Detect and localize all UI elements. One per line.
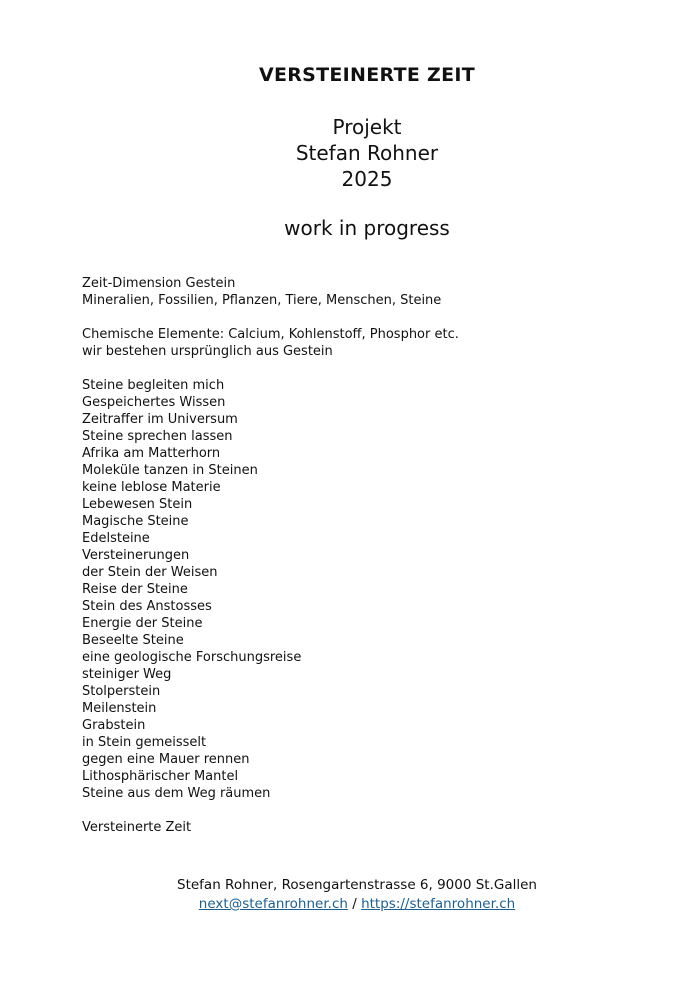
footer-address: Stefan Rohner, Rosengartenstrasse 6, 9000 St.Gallen [177,877,537,893]
link-separator: / [347,896,362,912]
text-line: Zeit-Dimension Gestein [82,276,236,291]
status-text: work in progress [284,216,450,240]
subtitle-line: Projekt [332,115,402,139]
text-line: Gespeichertes Wissen [82,395,226,410]
text-line: Afrika am Matterhorn [82,446,221,461]
paragraph-gap [82,802,459,819]
text-line: der Stein der Weisen [82,565,218,580]
text-line: Reise der Steine [82,582,188,597]
text-line: steiniger Weg [82,667,172,682]
subtitle-block [0,114,700,192]
paragraph [82,275,459,309]
footer [0,876,700,914]
text-line: eine geologische Forschungsreise [82,650,302,665]
text-line: Stolperstein [82,684,161,699]
text-line: Steine sprechen lassen [82,429,233,444]
text-line: Beseelte Steine [82,633,184,648]
text-line: wir bestehen ursprünglich aus Gestein [82,344,333,359]
text-line: Magische Steine [82,514,189,529]
text-line: Lithosphärischer Mantel [82,769,239,784]
text-line: keine leblose Materie [82,480,221,495]
paragraph-gap [82,360,459,377]
paragraph-gap [82,309,459,326]
website-link[interactable]: https://stefanrohner.ch [361,896,516,912]
text-line: Lebewesen Stein [82,497,193,512]
text-line: Grabstein [82,718,146,733]
text-line: Energie der Steine [82,616,203,631]
document-body [82,275,459,836]
text-line: Edelsteine [82,531,150,546]
text-line: Mineralien, Fossilien, Pflanzen, Tiere, Menschen, Steine [82,293,442,308]
subtitle-line: 2025 [341,167,393,191]
text-line: Stein des Anstosses [82,599,212,614]
document-title: VERSTEINERTE ZEIT [258,64,476,86]
text-line: Moleküle tanzen in Steinen [82,463,258,478]
text-line: Steine aus dem Weg räumen [82,786,271,801]
text-line: Versteinerte Zeit [82,820,192,835]
text-line: Meilenstein [82,701,157,716]
paragraph [82,819,459,836]
text-line: Chemische Elemente: Calcium, Kohlenstoff, Phosphor etc. [82,327,459,342]
text-line: Steine begleiten mich [82,378,225,393]
text-line: Zeitraffer im Universum [82,412,238,427]
paragraph [82,326,459,360]
paragraph [82,377,459,802]
text-line: in Stein gemeisselt [82,735,207,750]
subtitle-line: Stefan Rohner [295,141,439,165]
text-line: Versteinerungen [82,548,190,563]
text-line: gegen eine Mauer rennen [82,752,250,767]
email-link[interactable]: next@stefanrohner.ch [198,896,348,912]
footer-links [0,895,700,914]
